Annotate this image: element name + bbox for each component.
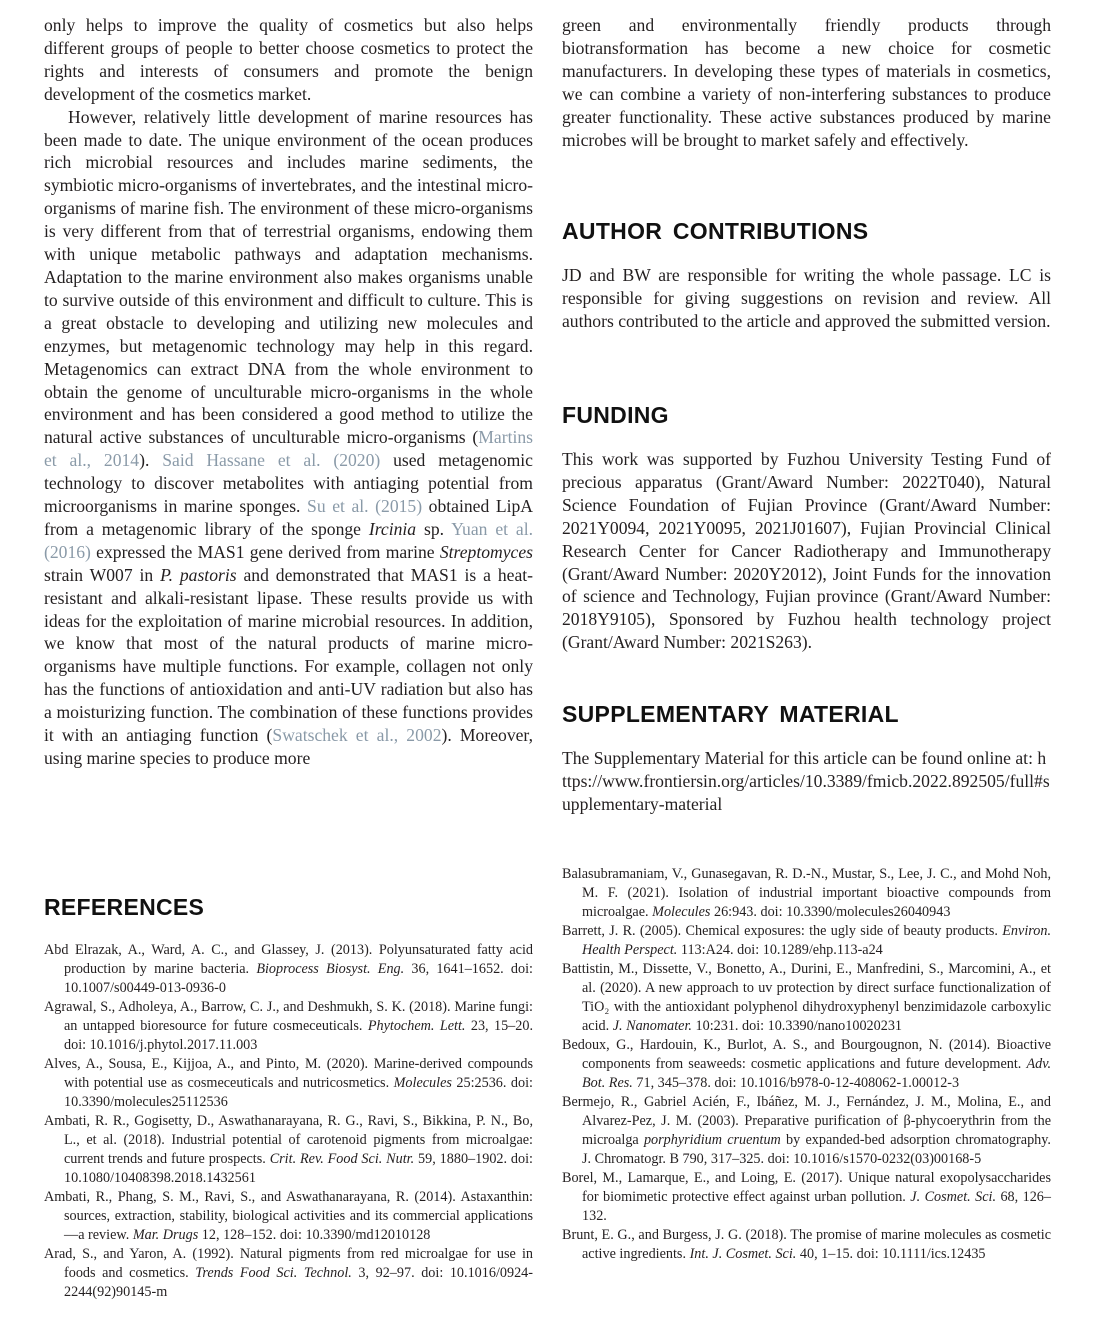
ref-journal: Molecules bbox=[652, 904, 711, 920]
reference-item bbox=[562, 865, 1051, 922]
references-list-right bbox=[562, 865, 1051, 1264]
text-span: ). Moreover, using marine species to produce more bbox=[44, 725, 533, 768]
references-list-left bbox=[44, 941, 533, 1302]
ref-text: by expanded-bed adsorption chromatography. J. Chromatogr. B 790, 317–325. doi: 10.1016/s1570-0232(03)00168-5 bbox=[582, 1132, 1051, 1167]
citation-link[interactable]: Said Hassane et al. (2020) bbox=[162, 450, 381, 471]
continuation-paragraph: green and environmentally friendly products through biotransformation has become a new choice for cosmetic manufacturers. In developing these types of materials in cosmetics, we can combine a variety of non-interfering substances to produce greater functionality. These active substances produced by marine microbes will be brought to market safely and effectively. bbox=[562, 15, 1051, 150]
ref-text: Bedoux, G., Hardouin, K., Burlot, A. S., and Bourgougnon, N. (2014). Bioactive components from seaweeds: cosmetic applications and future development. bbox=[562, 1037, 1051, 1072]
ref-text: 25:2536. doi: 10.3390/molecules25112536 bbox=[64, 1075, 534, 1110]
citation-link[interactable]: Yuan et al. (2016) bbox=[44, 518, 534, 562]
reference-item bbox=[562, 1093, 1051, 1169]
ref-text: Bermejo, R., Gabriel Acién, F., Ibáñez, M. J., Fernández, J. M., Molina, E., and Alvarez-Pez, J. M. (2003). Preparative purification of β-phycoerythrin from the microalga bbox=[562, 1094, 1051, 1148]
ref-text: Abd Elrazak, A., Ward, A. C., and Glassey, J. (2013). Polyunsaturated fatty acid production by marine bacteria. bbox=[44, 942, 533, 977]
ref-text: 12, 128–152. doi: 10.3390/md12010128 bbox=[198, 1227, 431, 1243]
text-span: The Supplementary Material for this article can be found online at: bbox=[562, 748, 1038, 768]
ref-text: Balasubramaniam, V., Gunasegavan, R. D.-N., Mustar, S., Lee, J. C., and Mohd Noh, M. F. (2021). Isolation of industrial important bioactive compounds from microalgae. bbox=[562, 866, 1051, 920]
section-heading: FUNDING bbox=[562, 402, 669, 428]
left-column bbox=[44, 14, 533, 770]
ref-text: 3, 92–97. doi: 10.1016/0924-2244(92)90145-m bbox=[64, 1265, 533, 1300]
section-text: JD and BW are responsible for writing the whole passage. LC is responsible for giving suggestions on revision and review. All authors contributed to the article and approved the submitted version. bbox=[562, 265, 1051, 331]
ref-text: Borel, M., Lamarque, E., and Loing, E. (2017). Unique natural exopolysaccharides for biomimetic protective effect against urban pollution. bbox=[562, 1170, 1051, 1205]
ref-text: 40, 1–15. doi: 10.1111/ics.12435 bbox=[796, 1246, 986, 1262]
reference-item bbox=[44, 1112, 533, 1188]
ref-journal: Trends Food Sci. Technol. bbox=[195, 1265, 352, 1281]
ref-journal: Crit. Rev. Food Sci. Nutr. bbox=[269, 1151, 415, 1167]
ref-text: 36, 1641–1652. doi: 10.1007/s00449-013-0936-0 bbox=[64, 961, 534, 996]
species-name: Streptomyces bbox=[439, 541, 533, 562]
body-text-left bbox=[44, 14, 533, 770]
citation-link[interactable]: Martins et al., 2014 bbox=[44, 427, 533, 471]
ref-text: Arad, S., and Yaron, A. (1992). Natural pigments from red microalgae for use in foods and cosmetics. bbox=[44, 1246, 533, 1281]
ref-text: Alves, A., Sousa, E., Kijjoa, A., and Pinto, M. (2020). Marine-derived compounds with potential use as cosmeceuticals and nutricosmetics. bbox=[44, 1056, 533, 1091]
section-heading: SUPPLEMENTARY MATERIAL bbox=[562, 701, 899, 727]
species-name: Ircinia bbox=[368, 518, 417, 539]
reference-item bbox=[44, 941, 533, 998]
reference-item bbox=[44, 1245, 533, 1302]
funding-section bbox=[562, 402, 1051, 654]
ref-text: Ambati, R. R., Gogisetty, D., Aswathanarayana, R. G., Ravi, S., Bikkina, P. N., Bo, L., et al. (2018). Industrial potential of carotenoid pigments from microalgae: current trends and future prospects. bbox=[44, 1113, 533, 1167]
paragraph-1: only helps to improve the quality of cosmetics but also helps different groups of people to better choose cosmetics to protect the rights and interests of consumers and promote the benign development of the cosmetics market. bbox=[44, 15, 533, 104]
author-contributions-section bbox=[562, 218, 1051, 333]
paragraph-2 bbox=[44, 106, 533, 770]
text-span: and demonstrated that MAS1 is a heat-resistant and alkali-resistant lipase. These results provide us with ideas for the exploitation of marine microbial resources. In addition, we know that most of the natural products of marine micro-organisms have multiple functions. For example, collagen not only has the functions of antioxidation and anti-UV radiation but also has a moisturizing function. The combination of these functions provides it with an antiaging function ( bbox=[44, 564, 533, 746]
ref-journal: Mar. Drugs bbox=[132, 1227, 199, 1243]
text-span: However, relatively little development of marine resources has been made to date. The unique environment of the ocean produces rich microbial resources and includes marine sediments, the symbiotic micro-organisms of invertebrates, and the intestinal micro-organisms of marine fish. The environment of these micro-organisms is very different from that of terrestrial organisms, endowing them with unique metabolic pathways and adaptation mechanisms. Adaptation to the marine environment also makes organisms unable to survive outside of this environment and difficult to culture. This is a great obstacle to developing and utilizing new molecules and enzymes, but metagenomic technology may help in this regard. Metagenomics can extract DNA from the whole environment to obtain the genome of unculturable micro-organisms in the whole environment and has been considered a good method to utilize the natural active substances of unculturable micro-organisms ( bbox=[44, 106, 533, 448]
reference-item bbox=[562, 1036, 1051, 1093]
reference-item bbox=[44, 1188, 533, 1245]
ref-text: Agrawal, S., Adholeya, A., Barrow, C. J., and Deshmukh, S. K. (2018). Marine fungi: an untapped bioresource for future cosmeceuticals. bbox=[44, 999, 533, 1034]
text-span: expressed the MAS1 gene derived from marine bbox=[90, 541, 440, 562]
ref-text: 10:231. doi: 10.3390/nano10020231 bbox=[691, 1018, 903, 1034]
reference-item bbox=[562, 1226, 1051, 1264]
section-text bbox=[562, 747, 1051, 816]
ref-journal: Int. J. Cosmet. Sci. bbox=[689, 1246, 797, 1262]
reference-item bbox=[562, 960, 1051, 1036]
species-name: P. pastoris bbox=[160, 564, 237, 585]
ref-text: Brunt, E. G., and Burgess, J. G. (2018). The promise of marine molecules as cosmetic active ingredients. bbox=[562, 1227, 1051, 1262]
reference-item bbox=[44, 998, 533, 1055]
ref-journal: J. Nanomater. bbox=[612, 1018, 692, 1034]
section-heading: AUTHOR CONTRIBUTIONS bbox=[562, 218, 869, 244]
ref-journal: Environ. Health Perspect. bbox=[582, 923, 1051, 958]
citation-link[interactable]: Su et al. (2015) bbox=[307, 496, 423, 517]
supplementary-link[interactable]: https://www.frontiersin.org/articles/10.3389/fmicb.2022.892505/full#supplementary-material bbox=[562, 748, 1050, 814]
ref-text: 68, 126–132. bbox=[582, 1189, 1051, 1224]
text-span: strain W007 in bbox=[44, 564, 161, 585]
ref-journal: porphyridium cruentum bbox=[643, 1132, 781, 1148]
ref-text: 26:943. doi: 10.3390/molecules26040943 bbox=[710, 904, 951, 920]
ref-text: Battistin, M., Dissette, V., Bonetto, A., Durini, E., Manfredini, S., Marcomini, A., et al. (2020). A new approach to uv protection by direct surface functionalization of TiO₂ with the antioxidant polyphenol dihydroxyphenyl benzimidazole carboxylic acid. bbox=[562, 961, 1051, 1034]
ref-text: Barrett, J. R. (2005). Chemical exposures: the ugly side of beauty products. bbox=[562, 923, 1003, 939]
text-span: used metagenomic technology to discover metabolites with antiaging potential from microorganisms in marine sponges. bbox=[44, 450, 533, 517]
reference-item bbox=[562, 1169, 1051, 1226]
text-span: ). bbox=[139, 450, 163, 471]
text-span: obtained LipA from a metagenomic library of the sponge bbox=[44, 496, 533, 539]
ref-text: 71, 345–378. doi: 10.1016/b978-0-12-408062-1.00012-3 bbox=[632, 1075, 960, 1091]
citation-link[interactable]: Swatschek et al., 2002 bbox=[272, 725, 442, 746]
reference-item bbox=[562, 922, 1051, 960]
ref-text: 23, 15–20. doi: 10.1016/j.phytol.2017.11.003 bbox=[64, 1018, 534, 1053]
ref-journal: Adv. Bot. Res. bbox=[582, 1056, 1051, 1091]
ref-journal: Molecules bbox=[393, 1075, 452, 1091]
ref-journal: Phytochem. Lett. bbox=[367, 1018, 466, 1034]
ref-journal: Bioprocess Biosyst. Eng. bbox=[256, 961, 405, 977]
text-span: sp. bbox=[416, 518, 452, 539]
ref-text: Ambati, R., Phang, S. M., Ravi, S., and Aswathanarayana, R. (2014). Astaxanthin: sources, extraction, stability, biological activities and its commercial applications—a review. bbox=[44, 1189, 533, 1243]
ref-text: 113:A24. doi: 10.1289/ehp.113-a24 bbox=[677, 942, 883, 958]
right-column bbox=[562, 14, 1051, 814]
ref-text: 59, 1880–1902. doi: 10.1080/10408398.2018.1432561 bbox=[64, 1151, 533, 1186]
references-heading: REFERENCES bbox=[44, 894, 205, 920]
ref-journal: J. Cosmet. Sci. bbox=[910, 1189, 996, 1205]
section-text: This work was supported by Fuzhou University Testing Fund of precious apparatus (Grant/Award Number: 2022T040), Natural Science Foundation of Fujian Province (Grant/Award Number: 2021Y0094, 2021Y0095, 2021J01607), Fujian Provincial Clinical Research Center for Cancer Radiotherapy and Immunotherapy (Grant/Award Number: 2020Y2012), Joint Funds for the innovation of science and Technology, Fujian province (Grant/Award Number: 2018Y9105), Sponsored by Fuzhou health technology project (Grant/Award Number: 2021S263). bbox=[562, 449, 1051, 653]
reference-item bbox=[44, 1055, 533, 1112]
supplementary-section bbox=[562, 701, 1051, 816]
